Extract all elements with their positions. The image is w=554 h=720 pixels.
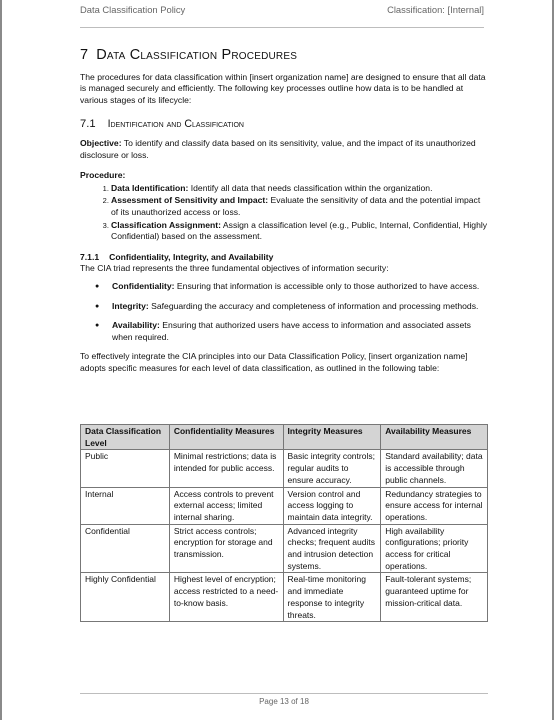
procedure-step [111,195,488,218]
table-row [81,524,488,573]
column-header: Data Classification Level [81,425,170,450]
column-header: Availability Measures [381,425,488,450]
procedure-step [111,220,488,243]
section-number: 7 [80,47,89,63]
document-page [2,0,552,720]
step-label: Classification Assignment: [111,219,221,230]
header-classification: Classification: [Internal] [387,4,484,15]
table-cell: Real-time monitoring and immediate response to integrity threats. [283,573,381,622]
table-row [81,487,488,524]
page-body [80,47,488,374]
procedure-label: Procedure: [80,170,126,181]
objective-paragraph [80,138,488,161]
page-number: Page 13 of 18 [259,697,309,706]
table-cell: Standard availability; data is accessible through public channels. [381,450,488,487]
table-cell: Highest level of encryption; access restricted to a need-to-know basis. [169,573,283,622]
table-cell: Basic integrity controls; regular audits to ensure accuracy. [283,450,381,487]
bullet-label: Integrity: [112,300,149,311]
step-label: Assessment of Sensitivity and Impact: [111,195,269,206]
table-cell: Internal [81,487,170,524]
subsubsection-title: Confidentiality, Integrity, and Availability [109,251,274,262]
subsection-number: 7.1 [80,118,96,131]
bullet-item [112,320,488,343]
table-cell: Access controls to prevent external access; limited internal sharing. [169,487,283,524]
section-heading [80,47,488,63]
table-cell: Minimal restrictions; data is intended for public access. [169,450,283,487]
bullet-text: Safeguarding the accuracy and completeness of information and processing methods. [148,300,479,311]
bullet-label: Availability: [112,320,160,331]
subsubsection-number: 7.1.1 [80,251,100,262]
table-cell: Strict access controls; encryption for storage and transmission. [169,524,283,573]
page-header [80,4,484,28]
section-intro: The procedures for data classification within [insert organization name] are designed to ensure that all data is managed securely and efficiently. The following key processes outline how data is to be handled at various stages of its lifecycle: [80,71,486,105]
bullet-item [112,301,488,313]
cia-bullets [80,281,488,343]
bullet-text: Ensuring that information is accessible only to those authorized to have access. [174,280,480,291]
table-cell: Public [81,450,170,487]
step-text: Assign a classification level (e.g., Public, Internal, Confidential, Highly Confidential) based on the assessment. [111,219,488,242]
table-cell: Version control and access logging to maintain data integrity. [283,487,381,524]
table-row [81,573,488,622]
column-header: Integrity Measures [283,425,381,450]
subsubsection-heading [80,252,488,264]
step-text: Identify all data that needs classification within the organization. [188,182,433,193]
cia-intro: The CIA triad represents the three fundamental objectives of information security: [80,263,389,274]
page-footer [80,693,488,706]
table-row [81,450,488,487]
table-cell: Fault-tolerant systems; guaranteed uptime for mission-critical data. [381,573,488,622]
objective-label: Objective: [80,137,122,148]
bullet-item [112,281,488,293]
procedure-steps [80,183,488,243]
subsection-heading [80,119,488,131]
objective-text: To identify and classify data based on its sensitivity, value, and the impact of its unauthorized disclosure or loss. [80,137,476,160]
header-title: Data Classification Policy [80,4,186,15]
table-cell: High availability configurations; priority access for critical operations. [381,524,488,573]
table-cell: Advanced integrity checks; frequent audits and intrusion detection systems. [283,524,381,573]
procedure-step [111,183,488,195]
table-header-row [81,425,488,450]
classification-table [80,424,488,622]
subsection-title: Identification and Classification [107,118,244,131]
section-title: Data Classification Procedures [96,47,298,63]
table-cell: Confidential [81,524,170,573]
step-label: Data Identification: [111,182,189,193]
bullet-label: Confidentiality: [112,280,175,291]
table-cell: Highly Confidential [81,573,170,622]
bullet-text: Ensuring that authorized users have access to information and associated assets when required. [112,320,471,342]
table-intro: To effectively integrate the CIA principles into our Data Classification Policy, [insert organization name] adopts specific measures for each level of data classification, as outlined in the following table: [80,351,468,373]
step-text: Evaluate the sensitivity of data and the potential impact of its unauthorized access or loss. [111,195,481,217]
column-header: Confidentiality Measures [169,425,283,450]
table-cell: Redundancy strategies to ensure access for internal operations. [381,487,488,524]
